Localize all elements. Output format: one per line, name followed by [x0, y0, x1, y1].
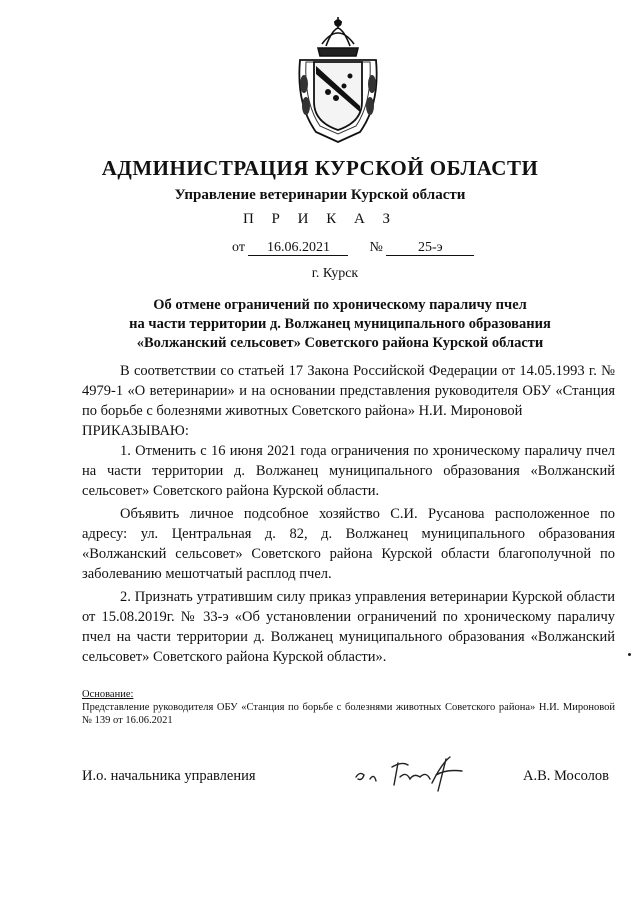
- item-2-paragraph: 2. Признать утратившим силу приказ управления ветеринарии Курской области от 15.08.2019г. № 33-э «Об установлении ограничений по хроническому параличу пчел на части территории д. Волжанец муниципального образования «Волжанский сельсовет» Советского района Курской области».: [82, 589, 615, 665]
- basis-block: [82, 688, 615, 727]
- date-number-line: [232, 240, 474, 256]
- handwritten-signature: [350, 753, 480, 795]
- order-date: 16.06.2021: [248, 240, 348, 256]
- basis-label: Основание:: [82, 689, 134, 700]
- coat-of-arms-emblem: [292, 14, 384, 146]
- signatory-name: А.В. Мосолов: [523, 768, 609, 784]
- order-number: 25-э: [386, 240, 474, 256]
- item-1b-paragraph: Объявить личное подсобное хозяйство С.И. Русанова расположенное по адресу: ул. Центральная д. 82, д. Волжанец муниципального образования «Волжанский сельсовет» Советского района Курской области благополучной по заболеванию мешотчатый расплод пчел.: [82, 506, 615, 582]
- scan-speck: [628, 653, 631, 656]
- intro-paragraph: [82, 361, 615, 421]
- signatory-role: И.о. начальника управления: [82, 768, 256, 784]
- basis-text: Представление руководителя ОБУ «Станция по борьбе с болезнями животных Советского района» Н.И. Мироновой № 139 от 16.06.2021: [82, 702, 615, 726]
- city-label: г. Курск: [311, 266, 359, 281]
- department-title: Управление ветеринарии Курской области: [174, 187, 466, 203]
- order-body: [82, 361, 615, 667]
- subject-line-1: Об отмене ограничений по хроническому параличу пчел: [153, 297, 527, 313]
- document-type: П Р И К А З: [242, 211, 398, 227]
- order-subject: [100, 296, 580, 353]
- organization-title: АДМИНИСТРАЦИЯ КУРСКОЙ ОБЛАСТИ: [101, 156, 539, 180]
- item-1-paragraph: 1. Отменить с 16 июня 2021 года ограничения по хроническому параличу пчел на части территории д. Волжанец муниципального образования «Волжанский сельсовет» Советского района Курской области.: [82, 443, 615, 499]
- intro-text: В соответствии со статьей 17 Закона Российской Федерации от 14.05.1993 г. № 4979-1 «О ветеринарии» и на основании представления руководителя ОБУ «Станция по борьбе с болезнями животных Советского района» Н.И. Мироновой: [82, 363, 615, 419]
- subject-line-3: «Волжанский сельсовет» Советского района Курской области: [136, 335, 544, 351]
- date-prefix: от: [232, 240, 245, 255]
- subject-line-2: на части территории д. Волжанец муниципального образования: [129, 316, 551, 332]
- order-keyword: ПРИКАЗЫВАЮ:: [82, 423, 189, 439]
- number-prefix: №: [369, 240, 383, 255]
